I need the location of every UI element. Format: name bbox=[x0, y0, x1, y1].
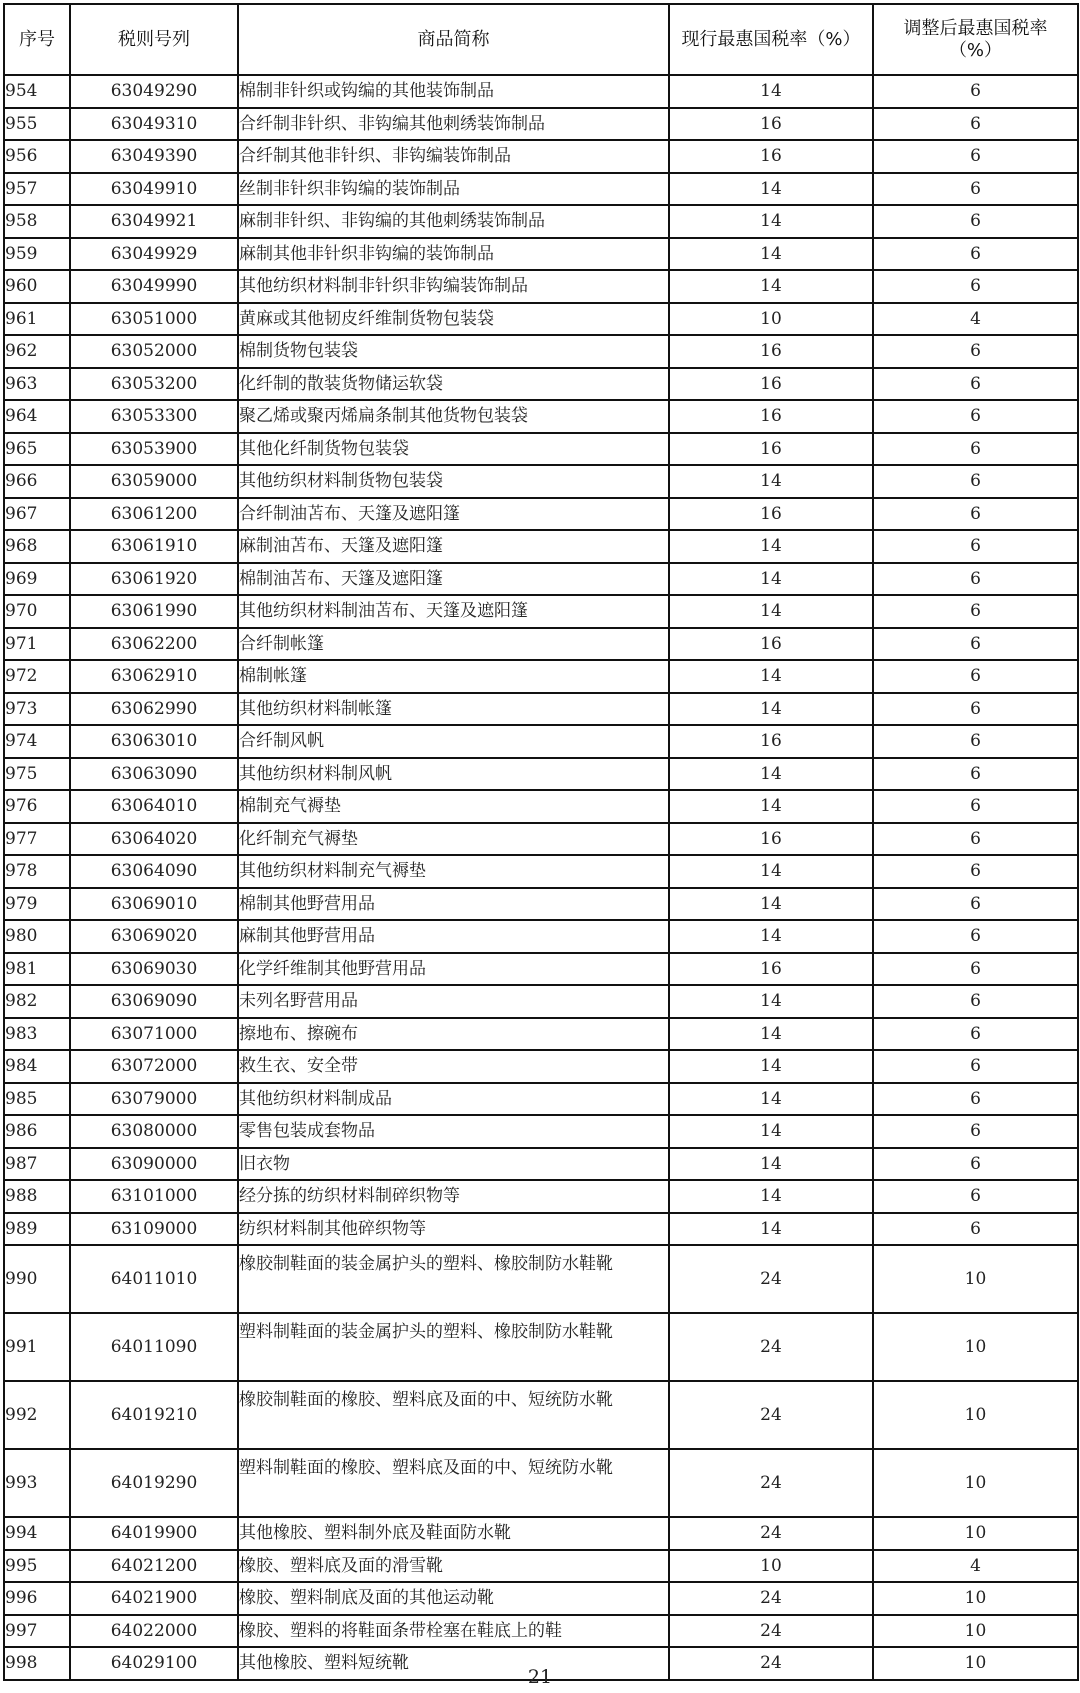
cell-seq: 994 bbox=[4, 1517, 70, 1550]
cell-code: 63053900 bbox=[70, 433, 238, 466]
table-row bbox=[4, 855, 1078, 888]
cell-current-rate: 14 bbox=[669, 1148, 873, 1181]
cell-adjusted-rate: 6 bbox=[873, 888, 1078, 921]
cell-code: 63051000 bbox=[70, 303, 238, 336]
cell-seq: 962 bbox=[4, 335, 70, 368]
cell-seq: 995 bbox=[4, 1550, 70, 1583]
table-row bbox=[4, 1050, 1078, 1083]
cell-name: 擦地布、擦碗布 bbox=[238, 1018, 669, 1051]
cell-seq: 998 bbox=[4, 1647, 70, 1680]
cell-code: 63064090 bbox=[70, 855, 238, 888]
cell-name: 其他橡胶、塑料短统靴 bbox=[238, 1647, 669, 1680]
cell-adjusted-rate: 6 bbox=[873, 205, 1078, 238]
table-row bbox=[4, 433, 1078, 466]
table-row bbox=[4, 1582, 1078, 1615]
cell-adjusted-rate: 6 bbox=[873, 693, 1078, 726]
cell-current-rate: 14 bbox=[669, 595, 873, 628]
cell-name: 其他纺织材料制充气褥垫 bbox=[238, 855, 669, 888]
cell-current-rate: 14 bbox=[669, 888, 873, 921]
cell-seq: 963 bbox=[4, 368, 70, 401]
cell-current-rate: 16 bbox=[669, 725, 873, 758]
cell-seq: 979 bbox=[4, 888, 70, 921]
table-row bbox=[4, 1115, 1078, 1148]
cell-name: 其他纺织材料制风帆 bbox=[238, 758, 669, 791]
cell-current-rate: 24 bbox=[669, 1313, 873, 1381]
cell-current-rate: 14 bbox=[669, 1180, 873, 1213]
table-row bbox=[4, 530, 1078, 563]
cell-name: 合纤制油苫布、天篷及遮阳篷 bbox=[238, 498, 669, 531]
cell-name: 零售包装成套物品 bbox=[238, 1115, 669, 1148]
cell-name: 合纤制非针织、非钩编其他刺绣装饰制品 bbox=[238, 108, 669, 141]
cell-adjusted-rate: 6 bbox=[873, 108, 1078, 141]
cell-name: 橡胶制鞋面的橡胶、塑料底及面的中、短统防水靴 bbox=[238, 1381, 669, 1449]
cell-code: 63101000 bbox=[70, 1180, 238, 1213]
cell-seq: 983 bbox=[4, 1018, 70, 1051]
cell-code: 63062200 bbox=[70, 628, 238, 661]
cell-current-rate: 16 bbox=[669, 953, 873, 986]
table-row bbox=[4, 465, 1078, 498]
cell-seq: 996 bbox=[4, 1582, 70, 1615]
cell-adjusted-rate: 6 bbox=[873, 238, 1078, 271]
cell-code: 64011010 bbox=[70, 1245, 238, 1313]
table-row bbox=[4, 140, 1078, 173]
cell-code: 63049910 bbox=[70, 173, 238, 206]
cell-seq: 978 bbox=[4, 855, 70, 888]
table-row bbox=[4, 108, 1078, 141]
cell-code: 63049929 bbox=[70, 238, 238, 271]
page-number: 21 bbox=[527, 1666, 553, 1688]
table-row bbox=[4, 270, 1078, 303]
table-row bbox=[4, 400, 1078, 433]
table-row bbox=[4, 725, 1078, 758]
cell-code: 63061920 bbox=[70, 563, 238, 596]
cell-adjusted-rate: 6 bbox=[873, 1083, 1078, 1116]
cell-code: 63064010 bbox=[70, 790, 238, 823]
cell-code: 63049390 bbox=[70, 140, 238, 173]
cell-adjusted-rate: 6 bbox=[873, 335, 1078, 368]
cell-code: 64011090 bbox=[70, 1313, 238, 1381]
cell-current-rate: 16 bbox=[669, 823, 873, 856]
cell-name: 丝制非针织非钩编的装饰制品 bbox=[238, 173, 669, 206]
table-row bbox=[4, 75, 1078, 108]
cell-current-rate: 14 bbox=[669, 855, 873, 888]
cell-current-rate: 14 bbox=[669, 173, 873, 206]
cell-name: 其他纺织材料制货物包装袋 bbox=[238, 465, 669, 498]
cell-seq: 980 bbox=[4, 920, 70, 953]
table-row bbox=[4, 368, 1078, 401]
cell-name: 橡胶、塑料底及面的滑雪靴 bbox=[238, 1550, 669, 1583]
cell-name: 麻制油苫布、天篷及遮阳篷 bbox=[238, 530, 669, 563]
cell-name: 棉制非针织或钩编的其他装饰制品 bbox=[238, 75, 669, 108]
cell-name: 其他化纤制货物包装袋 bbox=[238, 433, 669, 466]
cell-adjusted-rate: 6 bbox=[873, 530, 1078, 563]
cell-seq: 989 bbox=[4, 1213, 70, 1246]
cell-name: 其他纺织材料制油苫布、天篷及遮阳篷 bbox=[238, 595, 669, 628]
cell-current-rate: 10 bbox=[669, 303, 873, 336]
table-row bbox=[4, 920, 1078, 953]
table-row bbox=[4, 563, 1078, 596]
cell-adjusted-rate: 6 bbox=[873, 563, 1078, 596]
cell-code: 63063010 bbox=[70, 725, 238, 758]
cell-seq: 986 bbox=[4, 1115, 70, 1148]
cell-seq: 990 bbox=[4, 1245, 70, 1313]
cell-current-rate: 14 bbox=[669, 758, 873, 791]
cell-code: 63049290 bbox=[70, 75, 238, 108]
table-row bbox=[4, 238, 1078, 271]
cell-name: 合纤制其他非针织、非钩编装饰制品 bbox=[238, 140, 669, 173]
table-row bbox=[4, 1381, 1078, 1449]
cell-seq: 984 bbox=[4, 1050, 70, 1083]
cell-code: 63062910 bbox=[70, 660, 238, 693]
cell-current-rate: 16 bbox=[669, 368, 873, 401]
cell-code: 63061910 bbox=[70, 530, 238, 563]
cell-seq: 959 bbox=[4, 238, 70, 271]
cell-current-rate: 14 bbox=[669, 563, 873, 596]
cell-code: 64029100 bbox=[70, 1647, 238, 1680]
cell-adjusted-rate: 6 bbox=[873, 173, 1078, 206]
cell-name: 橡胶制鞋面的装金属护头的塑料、橡胶制防水鞋靴 bbox=[238, 1245, 669, 1313]
cell-current-rate: 24 bbox=[669, 1449, 873, 1517]
cell-current-rate: 14 bbox=[669, 205, 873, 238]
cell-name: 化学纤维制其他野营用品 bbox=[238, 953, 669, 986]
cell-seq: 985 bbox=[4, 1083, 70, 1116]
cell-adjusted-rate: 6 bbox=[873, 855, 1078, 888]
cell-code: 63052000 bbox=[70, 335, 238, 368]
cell-name: 棉制油苫布、天篷及遮阳篷 bbox=[238, 563, 669, 596]
cell-seq: 969 bbox=[4, 563, 70, 596]
cell-seq: 987 bbox=[4, 1148, 70, 1181]
cell-seq: 988 bbox=[4, 1180, 70, 1213]
cell-adjusted-rate: 6 bbox=[873, 920, 1078, 953]
cell-current-rate: 24 bbox=[669, 1517, 873, 1550]
table-row bbox=[4, 1517, 1078, 1550]
table-row bbox=[4, 693, 1078, 726]
cell-code: 63063090 bbox=[70, 758, 238, 791]
cell-code: 63049921 bbox=[70, 205, 238, 238]
cell-current-rate: 14 bbox=[669, 1018, 873, 1051]
cell-code: 63062990 bbox=[70, 693, 238, 726]
cell-code: 63059000 bbox=[70, 465, 238, 498]
cell-adjusted-rate: 6 bbox=[873, 465, 1078, 498]
cell-adjusted-rate: 6 bbox=[873, 595, 1078, 628]
cell-adjusted-rate: 6 bbox=[873, 1018, 1078, 1051]
cell-seq: 977 bbox=[4, 823, 70, 856]
table-row bbox=[4, 758, 1078, 791]
table-row bbox=[4, 823, 1078, 856]
cell-current-rate: 24 bbox=[669, 1647, 873, 1680]
cell-adjusted-rate: 10 bbox=[873, 1381, 1078, 1449]
cell-seq: 974 bbox=[4, 725, 70, 758]
cell-adjusted-rate: 10 bbox=[873, 1615, 1078, 1648]
cell-seq: 975 bbox=[4, 758, 70, 791]
cell-adjusted-rate: 6 bbox=[873, 400, 1078, 433]
cell-seq: 967 bbox=[4, 498, 70, 531]
cell-name: 塑料制鞋面的橡胶、塑料底及面的中、短统防水靴 bbox=[238, 1449, 669, 1517]
cell-code: 64022000 bbox=[70, 1615, 238, 1648]
cell-name: 纺织材料制其他碎织物等 bbox=[238, 1213, 669, 1246]
cell-adjusted-rate: 6 bbox=[873, 1148, 1078, 1181]
table-row bbox=[4, 1180, 1078, 1213]
cell-adjusted-rate: 10 bbox=[873, 1647, 1078, 1680]
cell-current-rate: 14 bbox=[669, 660, 873, 693]
cell-current-rate: 24 bbox=[669, 1381, 873, 1449]
cell-name: 麻制非针织、非钩编的其他刺绣装饰制品 bbox=[238, 205, 669, 238]
table-row bbox=[4, 303, 1078, 336]
table-row bbox=[4, 205, 1078, 238]
cell-adjusted-rate: 10 bbox=[873, 1449, 1078, 1517]
cell-seq: 992 bbox=[4, 1381, 70, 1449]
cell-current-rate: 14 bbox=[669, 270, 873, 303]
cell-code: 64021200 bbox=[70, 1550, 238, 1583]
cell-adjusted-rate: 4 bbox=[873, 303, 1078, 336]
cell-adjusted-rate: 10 bbox=[873, 1517, 1078, 1550]
cell-adjusted-rate: 6 bbox=[873, 1213, 1078, 1246]
cell-code: 63061200 bbox=[70, 498, 238, 531]
cell-current-rate: 16 bbox=[669, 628, 873, 661]
cell-current-rate: 10 bbox=[669, 1550, 873, 1583]
cell-name: 麻制其他野营用品 bbox=[238, 920, 669, 953]
cell-adjusted-rate: 6 bbox=[873, 1050, 1078, 1083]
table-row bbox=[4, 173, 1078, 206]
cell-adjusted-rate: 6 bbox=[873, 368, 1078, 401]
cell-seq: 981 bbox=[4, 953, 70, 986]
cell-code: 63049310 bbox=[70, 108, 238, 141]
header-name: 商品简称 bbox=[238, 4, 669, 75]
cell-adjusted-rate: 10 bbox=[873, 1313, 1078, 1381]
cell-name: 棉制其他野营用品 bbox=[238, 888, 669, 921]
table-row bbox=[4, 1245, 1078, 1313]
cell-seq: 993 bbox=[4, 1449, 70, 1517]
header-seq: 序号 bbox=[4, 4, 70, 75]
cell-seq: 965 bbox=[4, 433, 70, 466]
cell-seq: 956 bbox=[4, 140, 70, 173]
cell-adjusted-rate: 6 bbox=[873, 628, 1078, 661]
cell-current-rate: 14 bbox=[669, 985, 873, 1018]
cell-adjusted-rate: 6 bbox=[873, 1115, 1078, 1148]
cell-name: 黄麻或其他韧皮纤维制货物包装袋 bbox=[238, 303, 669, 336]
cell-code: 63064020 bbox=[70, 823, 238, 856]
cell-seq: 970 bbox=[4, 595, 70, 628]
cell-current-rate: 14 bbox=[669, 920, 873, 953]
cell-name: 合纤制帐篷 bbox=[238, 628, 669, 661]
cell-current-rate: 14 bbox=[669, 1213, 873, 1246]
cell-current-rate: 14 bbox=[669, 1050, 873, 1083]
cell-code: 63079000 bbox=[70, 1083, 238, 1116]
table-row bbox=[4, 953, 1078, 986]
cell-name: 其他橡胶、塑料制外底及鞋面防水靴 bbox=[238, 1517, 669, 1550]
cell-code: 63069020 bbox=[70, 920, 238, 953]
cell-seq: 976 bbox=[4, 790, 70, 823]
table-row bbox=[4, 985, 1078, 1018]
cell-current-rate: 24 bbox=[669, 1615, 873, 1648]
cell-code: 63080000 bbox=[70, 1115, 238, 1148]
table-row bbox=[4, 888, 1078, 921]
cell-seq: 958 bbox=[4, 205, 70, 238]
cell-adjusted-rate: 6 bbox=[873, 498, 1078, 531]
cell-name: 救生衣、安全带 bbox=[238, 1050, 669, 1083]
cell-current-rate: 24 bbox=[669, 1245, 873, 1313]
cell-name: 其他纺织材料制帐篷 bbox=[238, 693, 669, 726]
table-row bbox=[4, 1313, 1078, 1381]
cell-seq: 997 bbox=[4, 1615, 70, 1648]
table-row bbox=[4, 1615, 1078, 1648]
cell-name: 聚乙烯或聚丙烯扁条制其他货物包装袋 bbox=[238, 400, 669, 433]
table-row bbox=[4, 335, 1078, 368]
cell-adjusted-rate: 6 bbox=[873, 823, 1078, 856]
cell-code: 64021900 bbox=[70, 1582, 238, 1615]
header-current-rate: 现行最惠国税率（%） bbox=[669, 4, 873, 75]
cell-seq: 960 bbox=[4, 270, 70, 303]
cell-current-rate: 16 bbox=[669, 108, 873, 141]
cell-adjusted-rate: 6 bbox=[873, 140, 1078, 173]
cell-code: 63109000 bbox=[70, 1213, 238, 1246]
table-row bbox=[4, 1213, 1078, 1246]
cell-seq: 964 bbox=[4, 400, 70, 433]
cell-seq: 968 bbox=[4, 530, 70, 563]
cell-current-rate: 14 bbox=[669, 238, 873, 271]
cell-name: 化纤制充气褥垫 bbox=[238, 823, 669, 856]
table-row bbox=[4, 1148, 1078, 1181]
cell-current-rate: 16 bbox=[669, 433, 873, 466]
header-code: 税则号列 bbox=[70, 4, 238, 75]
cell-name: 化纤制的散装货物储运软袋 bbox=[238, 368, 669, 401]
cell-name: 棉制充气褥垫 bbox=[238, 790, 669, 823]
cell-current-rate: 16 bbox=[669, 140, 873, 173]
cell-name: 棉制帐篷 bbox=[238, 660, 669, 693]
cell-adjusted-rate: 6 bbox=[873, 758, 1078, 791]
cell-adjusted-rate: 6 bbox=[873, 1180, 1078, 1213]
cell-current-rate: 16 bbox=[669, 498, 873, 531]
cell-name: 旧衣物 bbox=[238, 1148, 669, 1181]
cell-current-rate: 16 bbox=[669, 335, 873, 368]
cell-name: 麻制其他非针织非钩编的装饰制品 bbox=[238, 238, 669, 271]
cell-current-rate: 14 bbox=[669, 465, 873, 498]
cell-code: 63049990 bbox=[70, 270, 238, 303]
cell-adjusted-rate: 6 bbox=[873, 725, 1078, 758]
cell-seq: 954 bbox=[4, 75, 70, 108]
cell-code: 63061990 bbox=[70, 595, 238, 628]
cell-adjusted-rate: 6 bbox=[873, 953, 1078, 986]
cell-seq: 957 bbox=[4, 173, 70, 206]
cell-code: 64019290 bbox=[70, 1449, 238, 1517]
cell-seq: 991 bbox=[4, 1313, 70, 1381]
cell-current-rate: 14 bbox=[669, 693, 873, 726]
tariff-table bbox=[3, 3, 1079, 1681]
cell-current-rate: 14 bbox=[669, 75, 873, 108]
table-row bbox=[4, 1083, 1078, 1116]
cell-name: 其他纺织材料制非针织非钩编装饰制品 bbox=[238, 270, 669, 303]
cell-seq: 972 bbox=[4, 660, 70, 693]
cell-seq: 966 bbox=[4, 465, 70, 498]
cell-current-rate: 14 bbox=[669, 1083, 873, 1116]
cell-adjusted-rate: 6 bbox=[873, 985, 1078, 1018]
cell-code: 63053300 bbox=[70, 400, 238, 433]
cell-current-rate: 24 bbox=[669, 1582, 873, 1615]
cell-adjusted-rate: 6 bbox=[873, 790, 1078, 823]
table-header-row bbox=[4, 4, 1078, 75]
table-row bbox=[4, 1550, 1078, 1583]
cell-code: 63072000 bbox=[70, 1050, 238, 1083]
table-row bbox=[4, 498, 1078, 531]
table-row bbox=[4, 660, 1078, 693]
table-row bbox=[4, 1018, 1078, 1051]
cell-adjusted-rate: 6 bbox=[873, 433, 1078, 466]
cell-current-rate: 14 bbox=[669, 1115, 873, 1148]
cell-seq: 955 bbox=[4, 108, 70, 141]
cell-name: 经分拣的纺织材料制碎织物等 bbox=[238, 1180, 669, 1213]
cell-adjusted-rate: 6 bbox=[873, 270, 1078, 303]
cell-name: 未列名野营用品 bbox=[238, 985, 669, 1018]
table-row bbox=[4, 790, 1078, 823]
cell-name: 橡胶、塑料制底及面的其他运动靴 bbox=[238, 1582, 669, 1615]
cell-code: 63069090 bbox=[70, 985, 238, 1018]
cell-code: 63090000 bbox=[70, 1148, 238, 1181]
cell-code: 63053200 bbox=[70, 368, 238, 401]
cell-name: 塑料制鞋面的装金属护头的塑料、橡胶制防水鞋靴 bbox=[238, 1313, 669, 1381]
cell-current-rate: 16 bbox=[669, 400, 873, 433]
cell-name: 棉制货物包装袋 bbox=[238, 335, 669, 368]
cell-code: 63069030 bbox=[70, 953, 238, 986]
cell-name: 橡胶、塑料的将鞋面条带栓塞在鞋底上的鞋 bbox=[238, 1615, 669, 1648]
cell-seq: 971 bbox=[4, 628, 70, 661]
cell-seq: 982 bbox=[4, 985, 70, 1018]
cell-current-rate: 14 bbox=[669, 530, 873, 563]
cell-seq: 961 bbox=[4, 303, 70, 336]
cell-adjusted-rate: 6 bbox=[873, 75, 1078, 108]
cell-adjusted-rate: 6 bbox=[873, 660, 1078, 693]
cell-adjusted-rate: 10 bbox=[873, 1245, 1078, 1313]
cell-code: 64019210 bbox=[70, 1381, 238, 1449]
table-row bbox=[4, 595, 1078, 628]
cell-code: 64019900 bbox=[70, 1517, 238, 1550]
cell-adjusted-rate: 10 bbox=[873, 1582, 1078, 1615]
cell-seq: 973 bbox=[4, 693, 70, 726]
table-row bbox=[4, 1449, 1078, 1517]
cell-name: 合纤制风帆 bbox=[238, 725, 669, 758]
cell-current-rate: 14 bbox=[669, 790, 873, 823]
cell-code: 63069010 bbox=[70, 888, 238, 921]
cell-name: 其他纺织材料制成品 bbox=[238, 1083, 669, 1116]
cell-code: 63071000 bbox=[70, 1018, 238, 1051]
cell-adjusted-rate: 4 bbox=[873, 1550, 1078, 1583]
header-adjusted-rate: 调整后最惠国税率（%） bbox=[873, 4, 1078, 75]
table-row bbox=[4, 628, 1078, 661]
